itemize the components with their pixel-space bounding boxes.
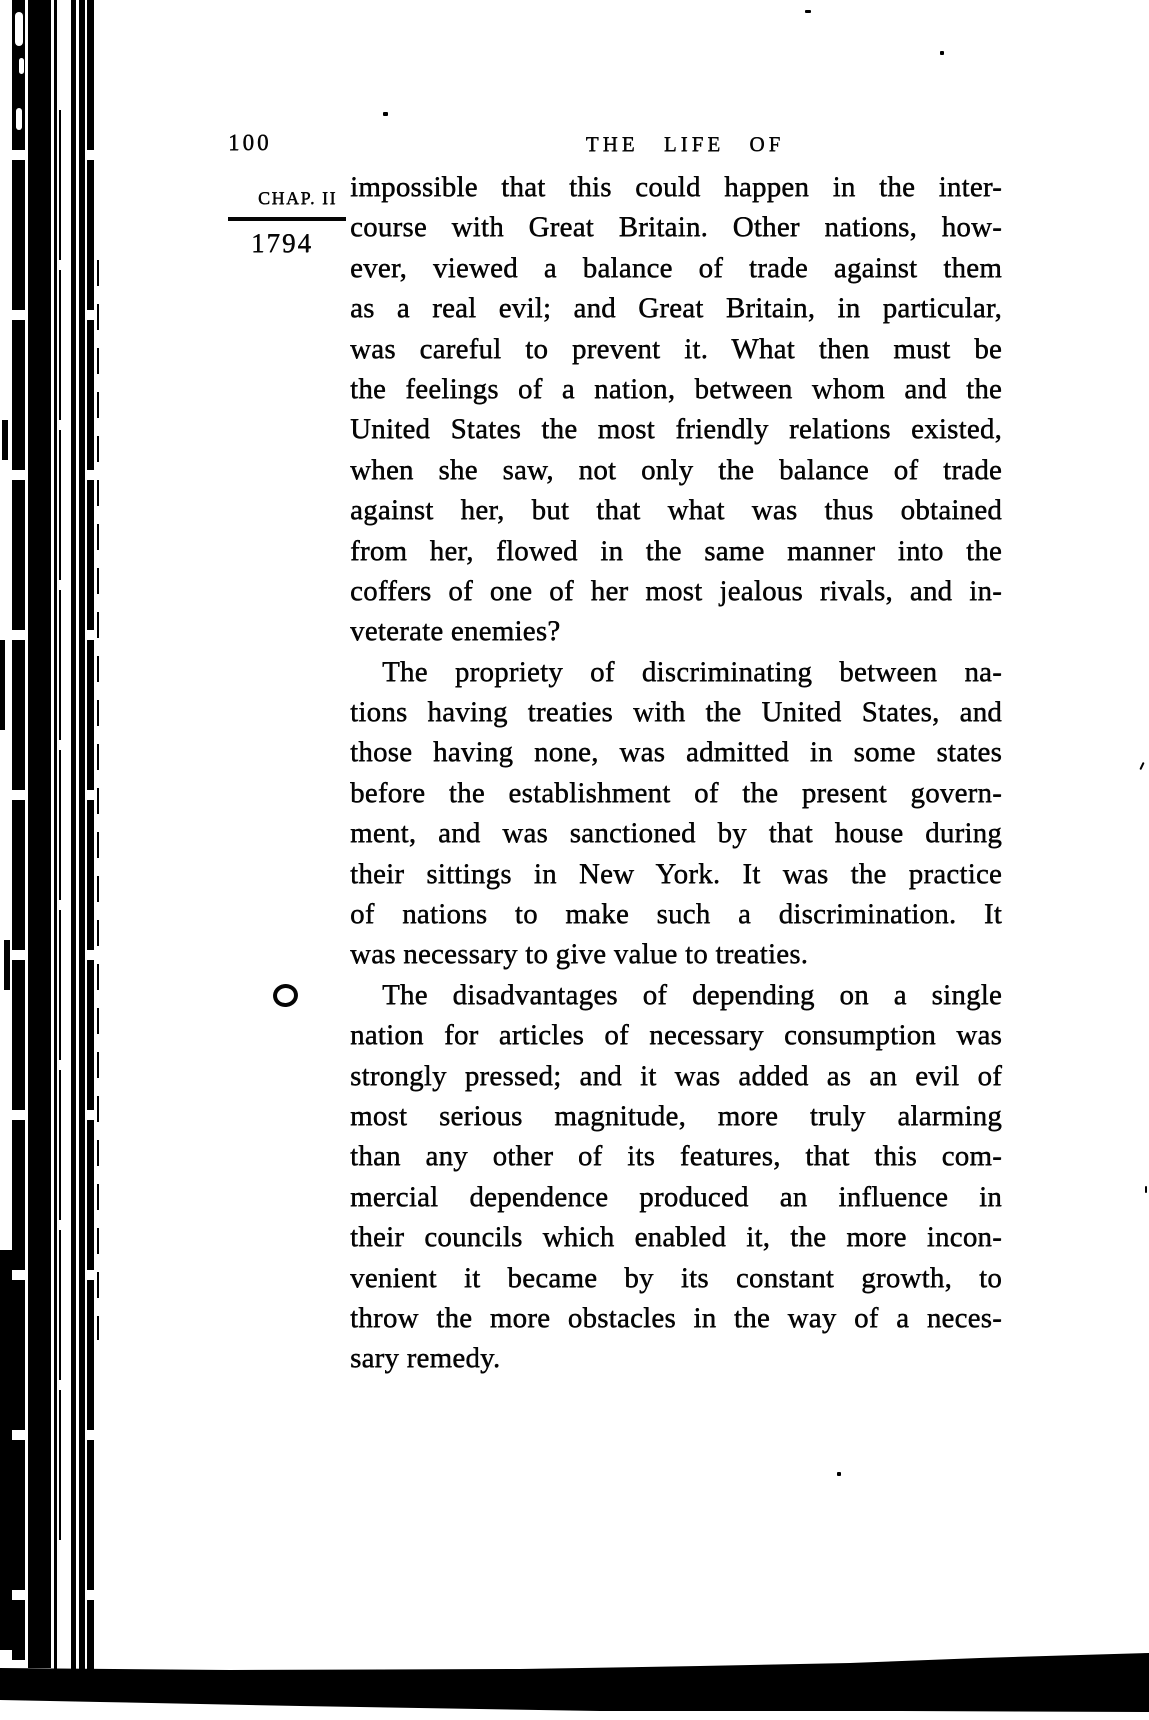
scan-gutter-mark (2, 420, 8, 460)
body-line: the feelings of a nation, between whom and the (350, 372, 1002, 405)
scan-gutter-bar (87, 0, 94, 1692)
body-line: coffers of one of her most jealous rivals, and in- (350, 574, 1002, 607)
scan-speck (383, 112, 388, 116)
scan-white-speck (19, 58, 24, 74)
body-line: most serious magnitude, more truly alarming (350, 1099, 1002, 1132)
body-line: throw the more obstacles in the way of a neces- (350, 1301, 1002, 1334)
running-header: THE LIFE OF (585, 132, 785, 156)
body-line: ment, and was sanctioned by that house during (350, 817, 1002, 850)
scan-speck (940, 51, 944, 55)
body-line: United States the most friendly relations existed, (350, 413, 1002, 446)
body-line: The propriety of discriminating between na- (382, 655, 1002, 688)
body-line: their sittings in New York. It was the practice (350, 857, 1002, 890)
body-line: their councils which enabled it, the more incon- (350, 1221, 1002, 1254)
page-number: 100 (228, 130, 272, 155)
body-text (350, 167, 1002, 1379)
body-line: impossible that this could happen in the inter- (350, 171, 1002, 203)
chapter-rule (228, 217, 346, 221)
scan-gutter-bar (28, 0, 51, 1668)
body-line: veterate enemies? (350, 615, 561, 648)
body-line: against her, but that what was thus obtained (350, 494, 1002, 527)
scan-gutter-line (59, 110, 61, 1550)
scan-speck (805, 10, 811, 13)
scan-speck (1145, 1186, 1147, 1193)
scan-gutter-bar (12, 0, 25, 1660)
body-line: as a real evil; and Great Britain, in particular, (350, 292, 1002, 325)
body-line: when she saw, not only the balance of trade (350, 453, 1002, 486)
scan-bottom-band (0, 1645, 1149, 1720)
body-line: nation for articles of necessary consumption was (350, 1019, 1002, 1052)
year-label: 1794 (251, 228, 313, 258)
scan-white-speck (16, 108, 22, 130)
scan-speck (837, 1472, 841, 1476)
body-line: sary remedy. (350, 1342, 501, 1375)
chapter-label: CHAP. II (257, 188, 337, 208)
scan-gutter-bar (71, 0, 76, 1686)
body-line: mercial dependence produced an influence in (350, 1180, 1002, 1213)
scan-gutter-line (54, 0, 57, 1672)
body-line: ever, viewed a balance of trade against them (350, 251, 1002, 284)
margin-circle-mark (272, 982, 300, 1008)
body-line: before the establishment of the present govern- (350, 776, 1002, 809)
scan-gutter-block (0, 1250, 12, 1650)
body-line: from her, flowed in the same manner into the (350, 534, 1002, 567)
scan-gutter-mark (4, 940, 10, 990)
scan-gutter-bar (79, 0, 85, 1690)
body-line: tions having treaties with the United States, and (350, 696, 1002, 729)
body-line: strongly pressed; and it was added as an evil of (350, 1059, 1002, 1092)
body-line: course with Great Britain. Other nations, how- (350, 211, 1002, 244)
body-line: was careful to prevent it. What then must be (350, 332, 1002, 365)
scan-gutter-line (97, 260, 99, 1340)
scan-white-speck (15, 12, 23, 46)
scan-speck (1139, 762, 1144, 770)
body-line: was necessary to give value to treaties. (350, 938, 809, 971)
body-line: of nations to make such a discrimination. It (350, 898, 1002, 931)
scan-gutter-mark (0, 640, 5, 730)
body-line: those having none, was admitted in some states (350, 736, 1002, 769)
body-line: venient it became by its constant growth, to (350, 1261, 1002, 1294)
body-line: The disadvantages of depending on a single (382, 978, 1002, 1011)
body-line: than any other of its features, that this com- (350, 1140, 1002, 1173)
